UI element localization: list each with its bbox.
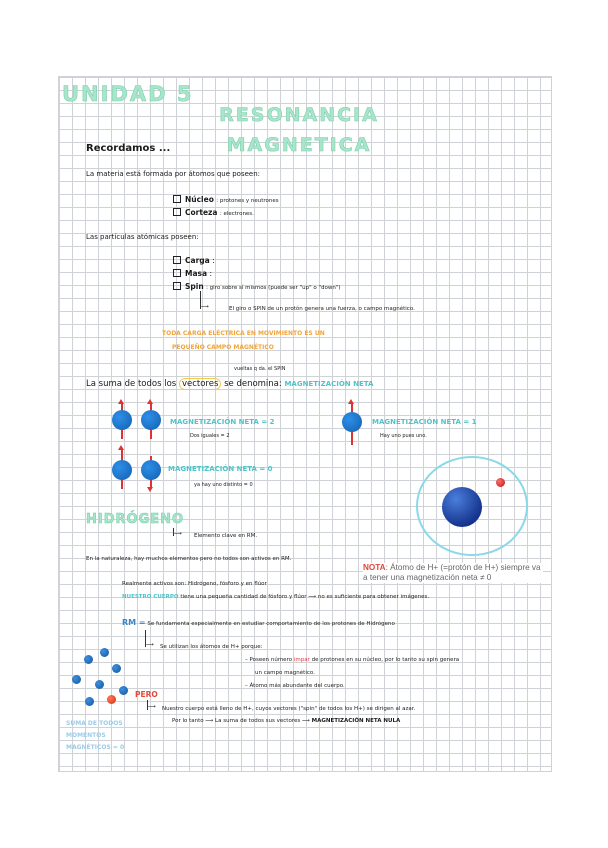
- hidrogeno-note: Elemento clave en RM.: [194, 533, 258, 539]
- nota-text: : Átomo de H+ (=protón de H+) siempre va a tener una magnetización neta ≠ 0: [363, 563, 541, 582]
- example-3-sub: ya hay uno distinto = 0: [194, 482, 253, 488]
- vectores-word: vectores: [179, 378, 221, 390]
- checkbox-icon: [173, 282, 181, 290]
- proton-sphere: [112, 460, 132, 480]
- recordamos: Recordamos ...: [86, 143, 171, 154]
- part-name: Núcleo: [185, 195, 214, 204]
- cuerpo-text: tiene una pequeña cantidad de fósforo y flúor ⟶ no es suficiente para obtener imágenes.: [180, 594, 430, 600]
- unit-title: UNIDAD 5: [62, 82, 194, 106]
- property-name: Carga: [185, 256, 210, 265]
- suma-momentos-1: SUMA DE TODOS: [66, 720, 123, 727]
- part-desc: : electrones.: [219, 211, 254, 217]
- heading-line-2: MAGNETICA: [226, 134, 372, 156]
- property-masa: [173, 269, 212, 278]
- pero-label: PERO: [135, 690, 158, 699]
- suma-before: La suma de todos los: [86, 379, 177, 389]
- grid-paper: [58, 76, 552, 772]
- suma-line: [86, 379, 373, 389]
- vectores-note: vueltas q da. el SPIN: [234, 366, 286, 372]
- spin-arrow-icon: ⟶: [201, 304, 209, 310]
- bullet-1-cont: un campo magnético.: [255, 670, 315, 676]
- proton-sphere: [112, 410, 132, 430]
- spin-note: El giro o SPIN de un protón genera una fuerza, o campo magnético.: [229, 306, 415, 312]
- carga-note-2: PEQUEÑO CAMPO MAGNÉTICO: [172, 344, 274, 351]
- bullet-2-text: Átomo más abundante del cuerpo.: [249, 683, 345, 689]
- hidrogeno-title: HIDRÓGENO: [86, 512, 185, 527]
- property-name: Masa: [185, 269, 208, 278]
- conclusion-text: Por lo tanto ⟶ La suma de todos sus vectores ⟶: [172, 718, 310, 724]
- conclusion-line: [172, 718, 400, 724]
- checkbox-icon: [173, 269, 181, 277]
- bullet-1-after: de protones en su núcleo, por lo tanto su spin genera: [311, 657, 460, 663]
- heading-line-1: RESONANCIA: [219, 104, 379, 126]
- proton-sphere: [342, 412, 362, 432]
- example-2-sub: Hay uno pues uno.: [380, 433, 427, 439]
- property-desc: :: [209, 269, 212, 278]
- property-desc: : giro sobre sí mismos (puede ser "up" o "down"): [206, 285, 341, 291]
- example-1-label: MAGNETIZACIÓN NETA = 2: [170, 418, 275, 426]
- example-2-label: MAGNETIZACIÓN NETA = 1: [372, 418, 477, 426]
- atom-part-nucleo: [173, 195, 279, 204]
- particles-line: Las partículas atómicas poseen:: [86, 233, 199, 241]
- proton-sphere: [141, 410, 161, 430]
- magnetizacion-term: MAGNETIZACIÓN NETA: [284, 380, 374, 388]
- bullet-1-before: Poseen número: [249, 657, 293, 663]
- proton-sphere: [141, 460, 161, 480]
- cuerpo-h-line: Nuestro cuerpo está lleno de H+, cuyos vectores ("spin" de todos los H+) se dirigen al azar.: [162, 706, 416, 712]
- bullet-2: – Átomo más abundante del cuerpo.: [245, 683, 345, 689]
- arrow-icon: ⟶: [146, 642, 154, 648]
- rm-text: Se fundamenta especialmente en estudiar comportamiento de los protones de Hidrógeno: [147, 621, 395, 627]
- example-1-sub: Dos iguales = 2: [190, 433, 230, 439]
- bullet-1: – Poseen número impar de protones en su núcleo, por lo tanto su spin genera: [245, 657, 460, 663]
- checkbox-icon: [173, 195, 181, 203]
- proton-sphere: [85, 697, 94, 706]
- arrow-icon: ⟶: [148, 704, 156, 710]
- bullet-1-highlight: impar: [293, 657, 310, 663]
- proton-sphere: [112, 664, 121, 673]
- checkbox-icon: [173, 208, 181, 216]
- part-name: Corteza: [185, 208, 218, 217]
- suma-momentos: [66, 718, 124, 754]
- property-spin: [173, 282, 341, 291]
- rm-line: [122, 618, 395, 627]
- proton-sphere: [100, 648, 109, 657]
- property-name: Spin: [185, 282, 204, 291]
- property-desc: :: [212, 256, 215, 265]
- proton-sphere: [84, 655, 93, 664]
- carga-note-1: TODA CARGA ELÉCTRICA EN MOVIMIENTO ES UN: [162, 330, 325, 337]
- hydrogen-nucleus: [442, 487, 482, 527]
- electron: [496, 478, 505, 487]
- cuerpo-label: NUESTRO CUERPO: [122, 594, 179, 600]
- proton-sphere: [95, 680, 104, 689]
- materia-line: La materia está formada por átomos que poseen:: [86, 170, 261, 178]
- proton-sphere: [72, 675, 81, 684]
- example-3-label: MAGNETIZACIÓN NETA = 0: [168, 465, 273, 473]
- property-carga: [173, 256, 215, 265]
- suma-momentos-3: MAGNÉTICOS = 0: [66, 744, 125, 751]
- nota-label: NOTA: [363, 563, 386, 572]
- cuerpo-line: [122, 594, 429, 600]
- naturaleza-line: En la naturaleza, hay muchos elementos pero no todos son activos en RM.: [86, 556, 292, 562]
- part-desc: : protones y neutrones: [216, 198, 279, 204]
- atom-part-corteza: [173, 208, 254, 217]
- conclusion-term: MAGNETIZACIÓN NETA NULA: [311, 718, 401, 724]
- suma-momentos-2: MOMENTOS: [66, 732, 106, 739]
- nota-box: [363, 563, 543, 583]
- proton-sphere: [107, 695, 116, 704]
- rm-label: RM =: [122, 618, 146, 627]
- checkbox-icon: [173, 256, 181, 264]
- h-reason: Se utilizan los átomos de H+ porque:: [160, 644, 263, 650]
- proton-sphere: [119, 686, 128, 695]
- arrow-icon: ⟶: [174, 531, 182, 537]
- activos-line: Realmente activos son: Hidrógeno, fósforo y en flúor: [122, 581, 267, 587]
- suma-after: se denomina:: [224, 379, 282, 389]
